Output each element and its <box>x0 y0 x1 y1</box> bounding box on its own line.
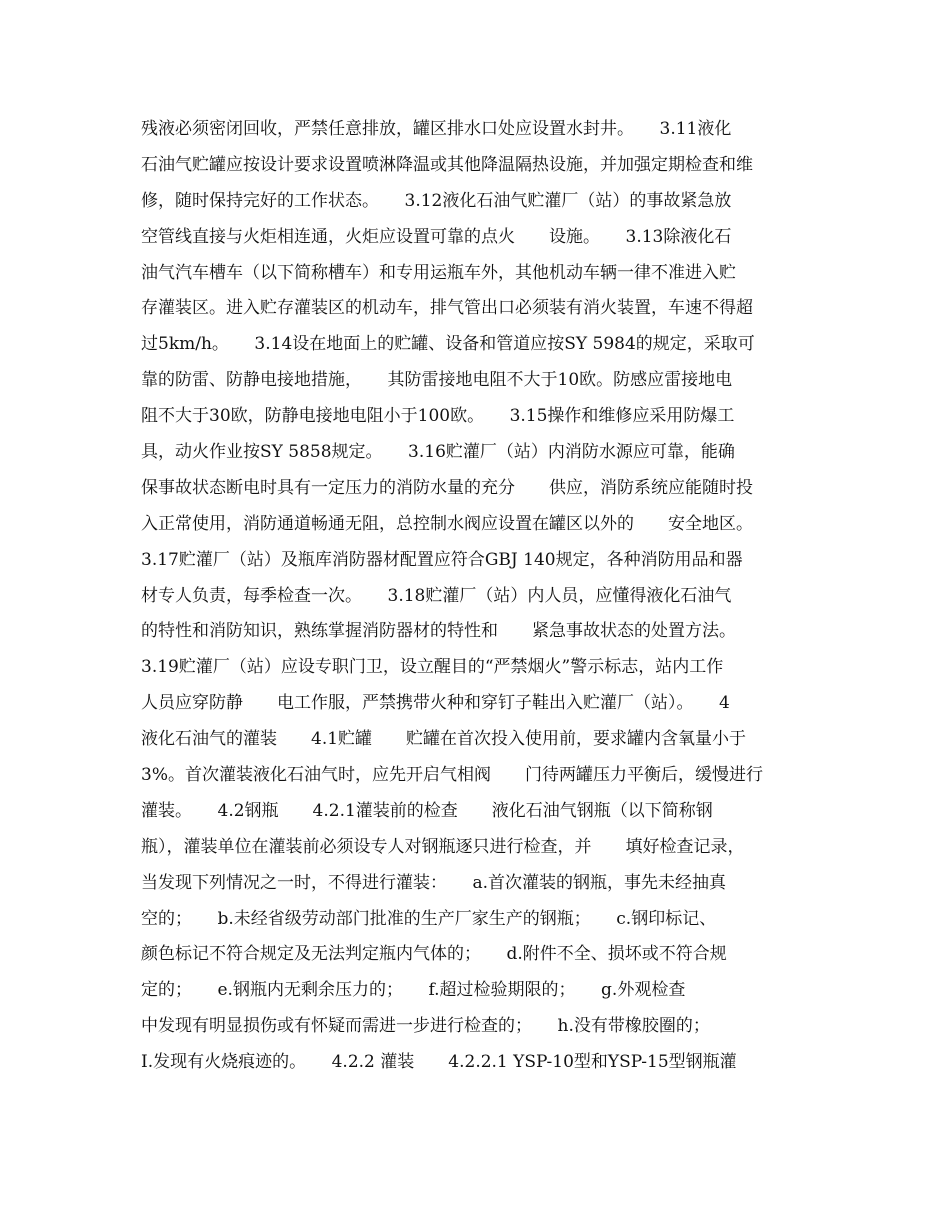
text-line: 灌装。 4.2钢瓶 4.2.1灌装前的检查 液化石油气钢瓶（以下简称钢 <box>141 800 713 821</box>
text-line: 人员应穿防静 电工作服，严禁携带火种和穿钉子鞋出入贮灌厂（站）。 4 <box>141 693 730 714</box>
text-line: 靠的防雷、防静电接地措施， 其防雷接地电阻不大于10欧。防感应雷接地电 <box>141 370 733 391</box>
text-line: 中发现有明显损伤或有怀疑而需进一步进行检查的； h.没有带橡胶圈的； <box>141 1016 710 1037</box>
text-line: 空管线直接与火炬相连通，火炬应设置可靠的点火 设施。 3.13除液化石 <box>141 226 732 247</box>
text-line: 阻不大于30欧，防静电接地电阻小于100欧。 3.15操作和维修应采用防爆工 <box>141 406 735 427</box>
text-line: 颜色标记不符合规定及无法判定瓶内气体的； d.附件不全、损坏或不符合规 <box>141 944 727 965</box>
text-line: 瓶），灌装单位在灌装前必须设专人对钢瓶逐只进行检查，并 填好检查记录， <box>141 836 745 857</box>
text-line: 保事故状态断电时具有一定压力的消防水量的充分 供应，消防系统应能随时投 <box>141 477 753 498</box>
text-line: 残液必须密闭回收，严禁任意排放，罐区排水口处应设置水封井。 3.11液化 <box>141 119 732 139</box>
text-line: 3%。首次灌装液化石油气时，应先开启气相阀 门待两罐压力平衡后，缓慢进行 <box>141 765 763 786</box>
text-line: 具，动火作业按SY 5858规定。 3.16贮灌厂（站）内消防水源应可靠，能确 <box>141 442 735 463</box>
text-line: 修，随时保持完好的工作状态。 3.12液化石油气贮灌厂（站）的事故紧急放 <box>141 190 732 211</box>
text-line: 的特性和消防知识，熟练掌握消防器材的特性和 紧急事故状态的处置方法。 <box>141 621 736 642</box>
text-line: 液化石油气的灌装 4.1贮罐 贮罐在首次投入使用前，要求罐内含氧量小于 <box>141 729 747 750</box>
text-line: 材专人负责，每季检查一次。 3.18贮灌厂（站）内人员，应懂得液化石油气 <box>141 585 732 606</box>
text-line: 3.19贮灌厂（站）应设专职门卫，设立醒目的“严禁烟火”警示标志，站内工作 <box>141 657 724 678</box>
text-line: 入正常使用，消防通道畅通无阻，总控制水阀应设置在罐区以外的 安全地区。 <box>141 513 753 534</box>
text-line: 3.17贮灌厂（站）及瓶库消防器材配置应符合GBJ 140规定，各种消防用品和器 <box>141 549 743 570</box>
text-line: I.发现有火烧痕迹的。 4.2.2 灌装 4.2.2.1 YSP-10型和YSP-15型钢瓶灌 <box>141 1052 737 1073</box>
text-line: 空的； b.未经省级劳动部门批准的生产厂家生产的钢瓶； c.钢印标记、 <box>141 908 717 929</box>
text-line: 定的； e.钢瓶内无剩余压力的； f.超过检验期限的； g.外观检查 <box>141 980 686 1001</box>
text-line: 过5km/h。 3.14设在地面上的贮罐、设备和管道应按SY 5984的规定，采取可 <box>141 334 755 355</box>
text-line: 石油气贮罐应按设计要求设置喷淋降温或其他降温隔热设施，并加强定期检查和维 <box>141 154 753 175</box>
text-line: 存灌装区。进入贮存灌装区的机动车，排气管出口必须装有消火装置，车速不得超 <box>141 298 753 319</box>
text-line: 当发现下列情况之一时，不得进行灌装： a.首次灌装的钢瓶，事先未经抽真 <box>141 872 727 893</box>
text-line: 油气汽车槽车（以下简称槽车）和专用运瓶车外，其他机动车辆一律不准进入贮 <box>141 262 736 283</box>
body-text <box>141 112 821 1081</box>
